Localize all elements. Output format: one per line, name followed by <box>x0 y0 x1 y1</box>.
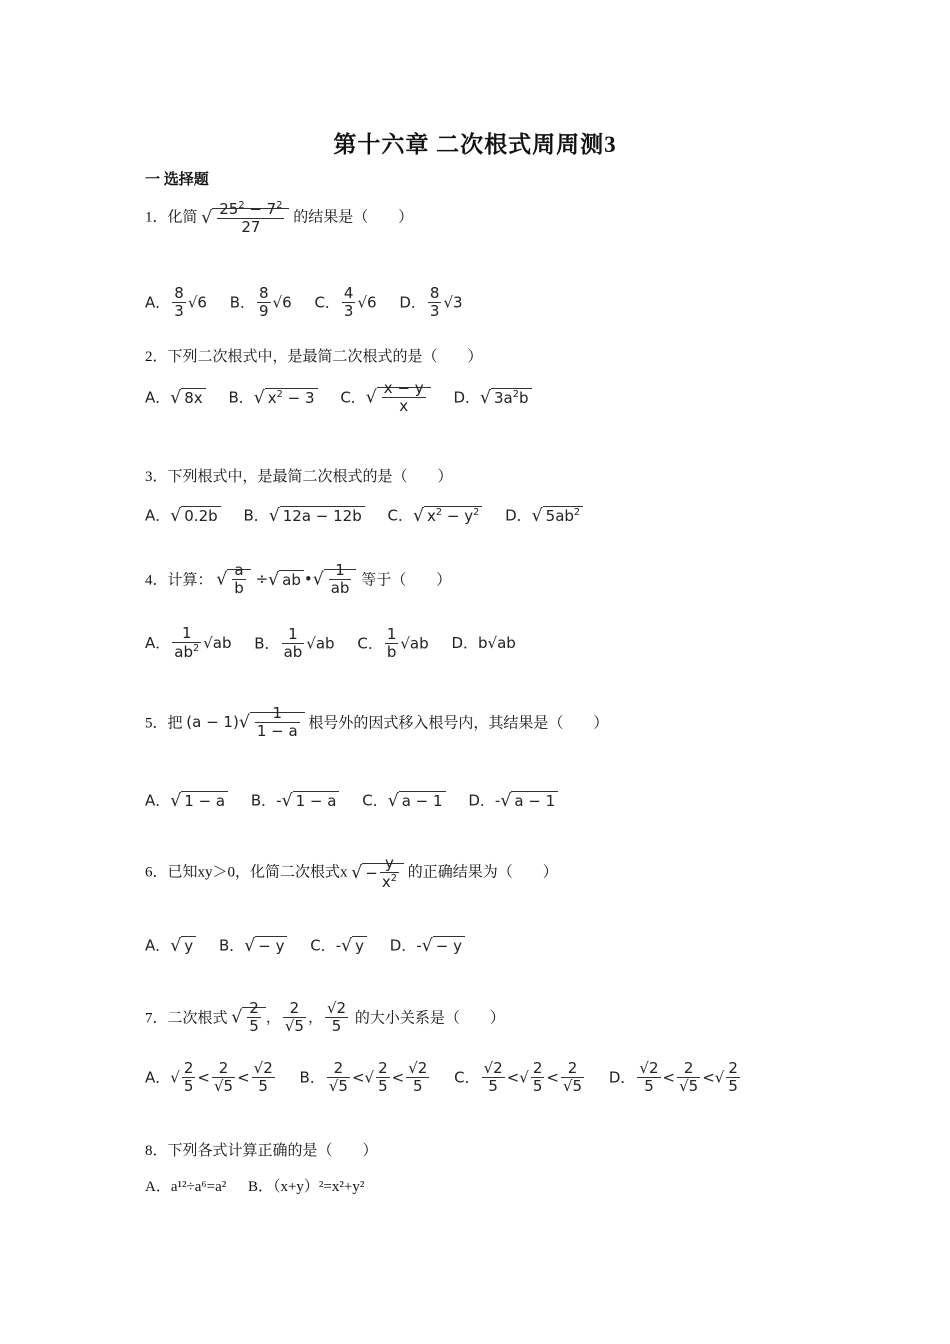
option-b[interactable]: B．（x+y）²=x²+y² <box>247 1179 365 1195</box>
option-c[interactable]: C． $\frac{√2}{5}$ <√ $\frac{2}{5}$ < $\frac{2}{√5}$ <box>454 1059 583 1096</box>
option-b[interactable]: B．√ 12a − 12b <box>243 505 364 527</box>
question-8-options <box>145 1178 382 1198</box>
option-b[interactable]: B． $\frac{2}{√5}$ <√ $\frac{2}{5}$ < $\frac{√2}{5}$ <box>299 1059 428 1096</box>
option-d[interactable]: D． $\frac{√2}{5}$ < $\frac{2}{√5}$ <√ $\frac{2}{5}$ <box>608 1059 738 1096</box>
option-c[interactable]: C．√ $x^2 - y^2$ <box>388 505 483 527</box>
question-1-options <box>145 285 481 321</box>
option-d[interactable]: D．-√ − y <box>390 935 465 957</box>
question-4: 4．计算： √ $\frac{a}{b}$ ÷√ ab •√ $\frac{1}{ab}$ 等于（ ） <box>145 561 452 598</box>
question-7: 7．二次根式 √ $\frac{2}{5}$ ， $\frac{2}{√5}$ ， $\frac{√2}{5}$ 的大小关系是（ ） <box>145 999 505 1036</box>
q1-expression: √ $\frac{25^2 - 7^2}{27}$ <box>201 200 289 237</box>
question-6: 6．已知xy＞0，化简二次根式x √ − $\frac{y}{x^2}$ 的正确结果为（ ） <box>145 854 558 892</box>
option-a[interactable]: A． $\frac{1}{ab^2}$ √ab <box>145 624 232 662</box>
option-c[interactable]: C． $\frac{1}{b}$ √ab <box>357 624 429 661</box>
option-c[interactable]: C．√ a − 1 <box>362 790 445 812</box>
question-3-options <box>145 505 601 527</box>
option-b[interactable]: B． $\frac{8}{9}$ √6 <box>229 284 292 321</box>
option-a[interactable]: A．√ 1 − a <box>145 790 228 812</box>
question-5-options <box>145 790 576 812</box>
question-2-options <box>145 380 550 416</box>
question-8: 8．下列各式计算正确的是（ ） <box>145 1143 378 1159</box>
question-2: 2．下列二次根式中，是最简二次根式的是（ ） <box>145 349 483 365</box>
page-title: 第十六章 二次根式周周测3 <box>333 132 617 157</box>
option-c[interactable]: C．√ $\frac{x - y}{x}$ <box>340 380 430 416</box>
question-5: 5．把 (a − 1)√ $\frac{1}{1 - a}$ 根号外的因式移入根号内，其结果是（ ） <box>145 704 609 741</box>
option-d[interactable]: D．-√ a − 1 <box>468 790 558 812</box>
option-b[interactable]: B．-√ 1 − a <box>251 790 340 812</box>
option-a[interactable]: A．√ $\frac{2}{5}$ < $\frac{2}{√5}$ < $\frac{√2}{5}$ <box>145 1059 273 1096</box>
option-b[interactable]: B． $\frac{1}{ab}$ √ab <box>254 624 335 661</box>
option-a[interactable]: A．a¹²÷a⁶=a² <box>145 1179 227 1195</box>
section-heading: 一 选择题 <box>145 172 209 188</box>
q4-expression: √ $\frac{a}{b}$ ÷√ ab •√ $\frac{1}{ab}$ <box>216 570 361 588</box>
q6-expression: √ − $\frac{y}{x^2}$ <box>351 855 404 892</box>
option-d[interactable]: D．b√ab <box>451 633 516 652</box>
question-6-options <box>145 935 483 957</box>
q5-expression: (a − 1)√ $\frac{1}{1 - a}$ <box>186 713 304 731</box>
option-b[interactable]: B．√ − y <box>219 935 288 957</box>
option-c[interactable]: C．-√ y <box>310 935 367 957</box>
option-a[interactable]: A．√ 8x <box>145 387 206 409</box>
question-7-options <box>145 1060 760 1096</box>
option-c[interactable]: C． $\frac{4}{3}$ √6 <box>314 284 377 321</box>
option-d[interactable]: D．√ $3a^2b$ <box>453 387 531 409</box>
question-1: 1．化简 √ $\frac{25^2 - 7^2}{27}$ 的结果是（ ） <box>145 200 414 237</box>
question-4-options <box>145 625 534 662</box>
option-d[interactable]: D．√ $5ab^2$ <box>505 505 583 527</box>
option-d[interactable]: D． $\frac{8}{3}$ √3 <box>399 284 463 321</box>
option-a[interactable]: A．√ 0.2b <box>145 505 221 527</box>
option-a[interactable]: A．√ y <box>145 935 196 957</box>
q7-expression: √ $\frac{2}{5}$ ， $\frac{2}{√5}$ ， $\frac{√2}{5}$ <box>231 999 347 1036</box>
option-b[interactable]: B．√ $x^2 - 3$ <box>228 387 317 409</box>
option-a[interactable]: A． $\frac{8}{3}$ √6 <box>145 284 207 321</box>
question-3: 3．下列根式中，是最简二次根式的是（ ） <box>145 469 453 485</box>
